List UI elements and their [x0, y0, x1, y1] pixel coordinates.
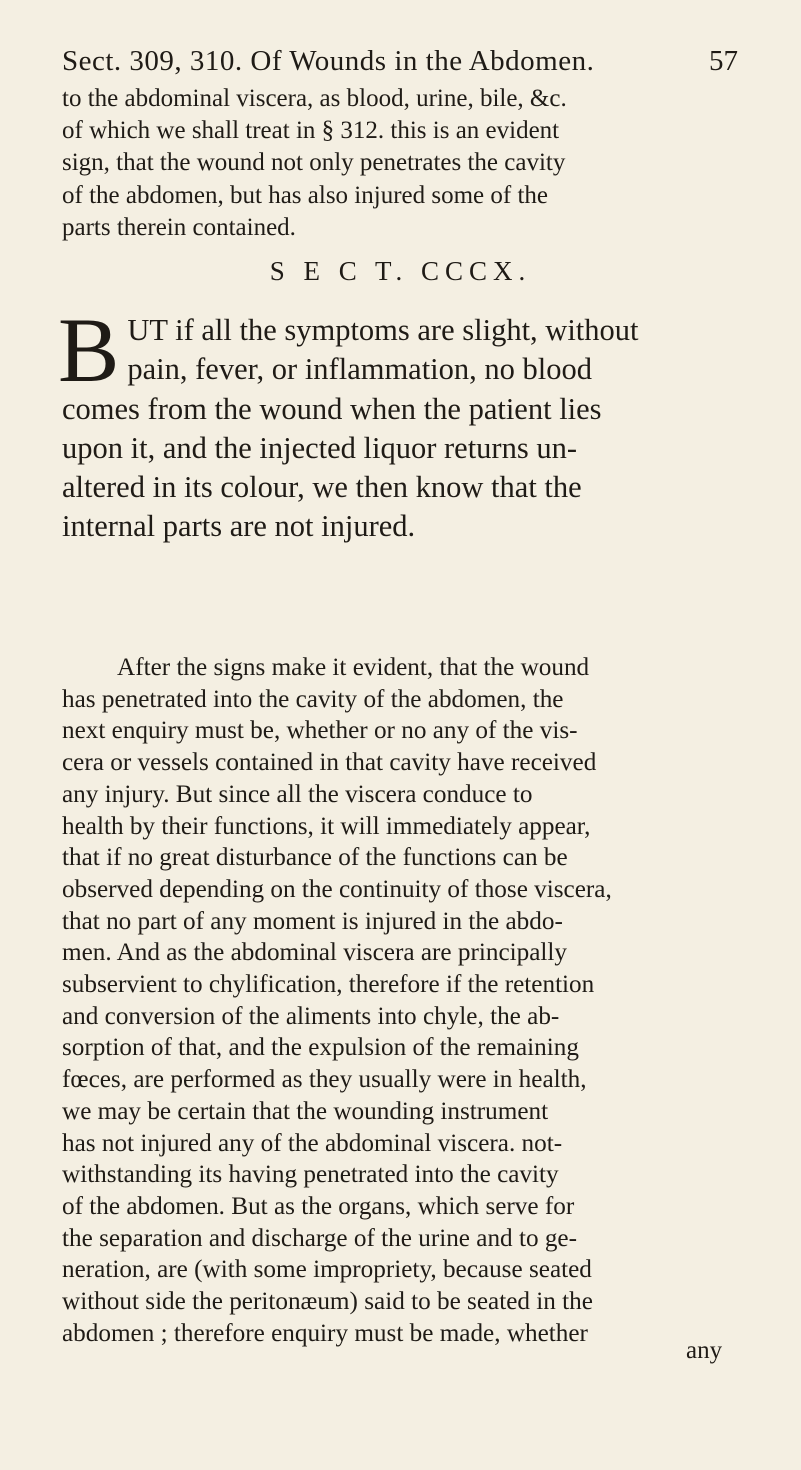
text-line: any injury. But since all the viscera conduce to	[62, 780, 533, 808]
text-line: upon it, and the injected liquor returns un-	[62, 430, 577, 465]
text-line: health by their functions, it will immediately appear,	[62, 812, 591, 840]
text-line: to the abdominal viscera, as blood, urine, bile, &c.	[62, 85, 567, 112]
text-line: sorption of that, and the expulsion of the remaining	[62, 1034, 579, 1062]
text-line: UT if all the symptoms are slight, without	[127, 313, 639, 347]
text-line: has penetrated into the cavity of the abdomen, the	[62, 685, 564, 713]
text-line: altered in its colour, we then know that the	[62, 470, 582, 505]
text-line: fœces, are performed as they usually were in health,	[62, 1066, 587, 1094]
text-line: parts therein contained.	[62, 213, 296, 241]
text-line: and conversion of the aliments into chyle, the ab-	[62, 1002, 560, 1030]
commentary-paragraph	[62, 652, 776, 1349]
text-line: has not injured any of the abdominal viscera. not-	[62, 1129, 563, 1157]
intro-paragraph	[62, 83, 776, 244]
text-line: the separation and discharge of the urine and to ge-	[62, 1224, 577, 1252]
text-line: subservient to chylification, therefore if the retention	[62, 971, 595, 999]
text-line: pain, fever, or inflammation, no blood	[127, 352, 593, 387]
text-line: neration, are (with some impropriety, because seated	[62, 1256, 592, 1284]
text-line: abdomen ; therefore enquiry must be made, whether	[62, 1319, 588, 1347]
text-line: withstanding its having penetrated into the cavity	[62, 1161, 559, 1189]
text-line: next enquiry must be, whether or no any of the vis-	[62, 717, 578, 745]
drop-cap: B	[58, 299, 120, 401]
page-header	[62, 44, 742, 78]
text-line: comes from the wound when the patient lies	[62, 391, 602, 426]
page-number: 57	[709, 45, 738, 77]
text-line: that no part of any moment is injured in the abdo-	[62, 907, 563, 935]
text-line: of the abdomen. But as the organs, which serve for	[62, 1192, 575, 1220]
text-line: of the abdomen, but has also injured some of the	[62, 181, 548, 209]
text-line: that if no great disturbance of the functions can be	[62, 844, 568, 872]
text-line: men. And as the abdominal viscera are principally	[62, 939, 567, 967]
text-line: without side the peritonæum) said to be seated in the	[62, 1288, 593, 1316]
text-line: After the signs make it evident, that the wound	[117, 654, 590, 681]
aphorism-paragraph	[58, 299, 776, 547]
running-head: Sect. 309, 310. Of Wounds in the Abdomen.	[62, 45, 595, 77]
catchword: any	[686, 1337, 723, 1364]
text-line: cera or vessels contained in that cavity have received	[62, 749, 597, 777]
text-line: of which we shall treat in § 312. this is an evident	[62, 117, 560, 145]
text-line: sign, that the wound not only penetrates the cavity	[62, 149, 566, 177]
section-heading: S E C T. CCCX.	[269, 256, 532, 286]
text-line: internal parts are not injured.	[62, 509, 416, 544]
text-line: we may be certain that the wounding instrument	[62, 1097, 549, 1125]
text-line: observed depending on the continuity of those viscera,	[62, 875, 612, 903]
